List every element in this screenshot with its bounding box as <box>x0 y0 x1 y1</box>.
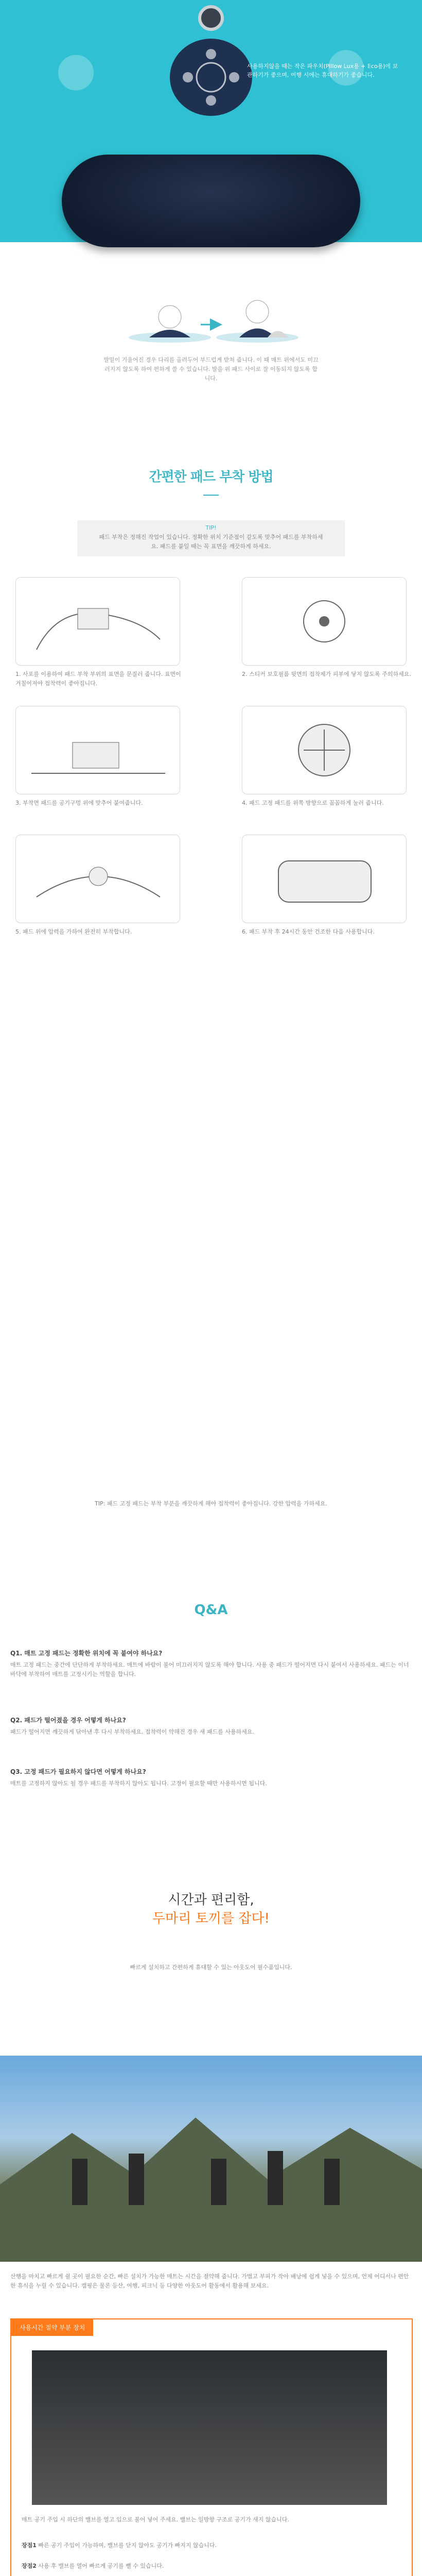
step-5-image <box>15 835 180 923</box>
photo-caption: 산행을 마치고 빠르게 쉴 곳이 필요한 순간, 빠른 설치가 가능한 매트는 시간을 절약해 줍니다. 가볍고 부피가 작아 배낭에 쉽게 넣을 수 있으며, 언제 어디서나 편안한 휴식을 누릴 수 있습니다. 캠핑은 물론 등산, 여행, 피크닉 등 다양한 아웃도어 활동에서 활용해 보세요. <box>10 2273 409 2289</box>
pillow-image <box>62 155 360 247</box>
hero-section <box>0 0 422 242</box>
hikers-photo <box>0 2056 422 2262</box>
qa-item-1 <box>10 1649 412 1679</box>
spec-card-detail-1: 장점1 빠른 공기 주입이 가능하며, 밸브를 닫지 않아도 공기가 빠지지 않습니다. <box>22 2542 217 2549</box>
qa-answer: 패드가 떨어지면 깨끗하게 닦아낸 후 다시 부착하세요. 접착력이 약해진 경우 새 패드를 사용하세요. <box>10 1728 254 1735</box>
qa-item-2 <box>10 1716 412 1737</box>
valve-icon <box>198 5 224 31</box>
step-6-caption: 6. 패드 부착 후 24시간 동안 건조한 다음 사용합니다. <box>242 928 375 935</box>
usage-caption: 발밑이 기울어진 경우 다리를 올려두어 부드럽게 받쳐 줍니다. 이 때 매트 위에서도 미끄러지지 않도록 하여 편하게 쓸 수 있습니다. 발을 위 패드 사이로 잘 이동되지 않도록 합니다. <box>103 357 319 382</box>
repair-footnote: TIP: 패드 고정 패드는 부착 부분을 깨끗하게 해야 접착력이 좋아집니다. 강한 압력을 가하세요. <box>95 1500 327 1507</box>
tagline-line-1: 시간과 편리함, <box>168 1892 254 1908</box>
qa-title: Q&A <box>194 1602 228 1618</box>
spec-card-body: 매트 공기 주입 시 하단의 밸브를 열고 입으로 불어 넣어 주세요. 밸브는 일방향 구조로 공기가 새지 않습니다. <box>22 2516 289 2523</box>
tagline-line-2: 두마리 토끼를 잡다! <box>152 1911 270 1926</box>
repair-title: 간편한 패드 부착 방법 <box>149 469 273 485</box>
step-2-image <box>242 577 407 666</box>
spec-card-1 <box>10 2318 413 2576</box>
usage-diagram <box>0 278 422 412</box>
tip-text: 패드 부착은 정해진 작업이 있습니다. 정확한 위치 기준점이 같도록 맞추어 패드를 부착하세요. 패드를 붙일 때는 꼭 표면을 깨끗하게 하세요. <box>99 534 323 550</box>
qa-question: Q1. 매트 고정 패드는 정확한 위치에 꼭 붙여야 하나요? <box>10 1650 163 1657</box>
qa-question: Q3. 고정 패드가 필요하지 않다면 어떻게 하나요? <box>10 1768 146 1775</box>
title-divider <box>203 495 219 496</box>
tagline-heading <box>0 1891 422 1928</box>
spec-card-header: 사용시간 절약 부분 장치 <box>11 2319 93 2336</box>
qa-answer: 매트 고정 패드는 중간에 단단하게 부착하세요. 매트에 바람이 불어 미끄러지지 않도록 해야 합니다. 사용 중 패드가 떨어지면 다시 붙여서 사용하세요. 패드는 이너 바닥에 부착하여 매트를 고정시키는 역할을 합니다. <box>10 1662 409 1677</box>
qa-answer: 매트를 고정하지 않아도 될 경우 패드를 부착하지 않아도 됩니다. 고정이 필요할 때만 사용하시면 됩니다. <box>10 1780 267 1787</box>
tip-tag: TIP! <box>205 524 217 531</box>
step-2-caption: 2. 스티커 보호필름 뒷면의 접착제가 피부에 닿지 않도록 주의하세요. <box>242 671 411 677</box>
step-4-image <box>242 706 407 794</box>
step-4-caption: 4. 패드 고정 패드를 위쪽 방향으로 꼼꼼하게 눌러 줍니다. <box>242 800 384 806</box>
valve-cutout-icon <box>167 36 255 118</box>
qa-item-3 <box>10 1767 412 1788</box>
tip-box <box>77 520 345 556</box>
step-5-caption: 5. 패드 위에 압력을 가하여 완전히 부착합니다. <box>15 928 132 935</box>
step-1-image <box>15 577 180 666</box>
sleeping-position-illustration <box>124 289 298 350</box>
spec-card-detail-2: 장점2 사용 후 밸브를 열어 빠르게 공기를 뺄 수 있습니다. <box>22 2563 164 2569</box>
hero-description: 사용하지않을 때는 작은 파우치(Pillow Lux용 + Eco용)에 보관하기가 좋으며, 여행 시에는 휴대하기가 좋습니다. <box>247 63 398 78</box>
step-3-caption: 3. 부착면 패드를 공기구멍 위에 맞추어 붙여줍니다. <box>15 800 143 806</box>
step-1-caption: 1. 사포를 이용하여 패드 부착 부위의 표면을 문질러 줍니다. 표면이 거칠어져야 접착력이 좋아집니다. <box>15 671 181 687</box>
valve-photo <box>32 2350 387 2505</box>
qa-question: Q2. 패드가 떨어졌을 경우 어떻게 하나요? <box>10 1717 126 1724</box>
mountain-scene <box>0 2056 422 2262</box>
step-6-image <box>242 835 407 923</box>
step-3-image <box>15 706 180 794</box>
tagline-subtext: 빠르게 설치하고 간편하게 휴대할 수 있는 아웃도어 필수품입니다. <box>130 1964 292 1971</box>
